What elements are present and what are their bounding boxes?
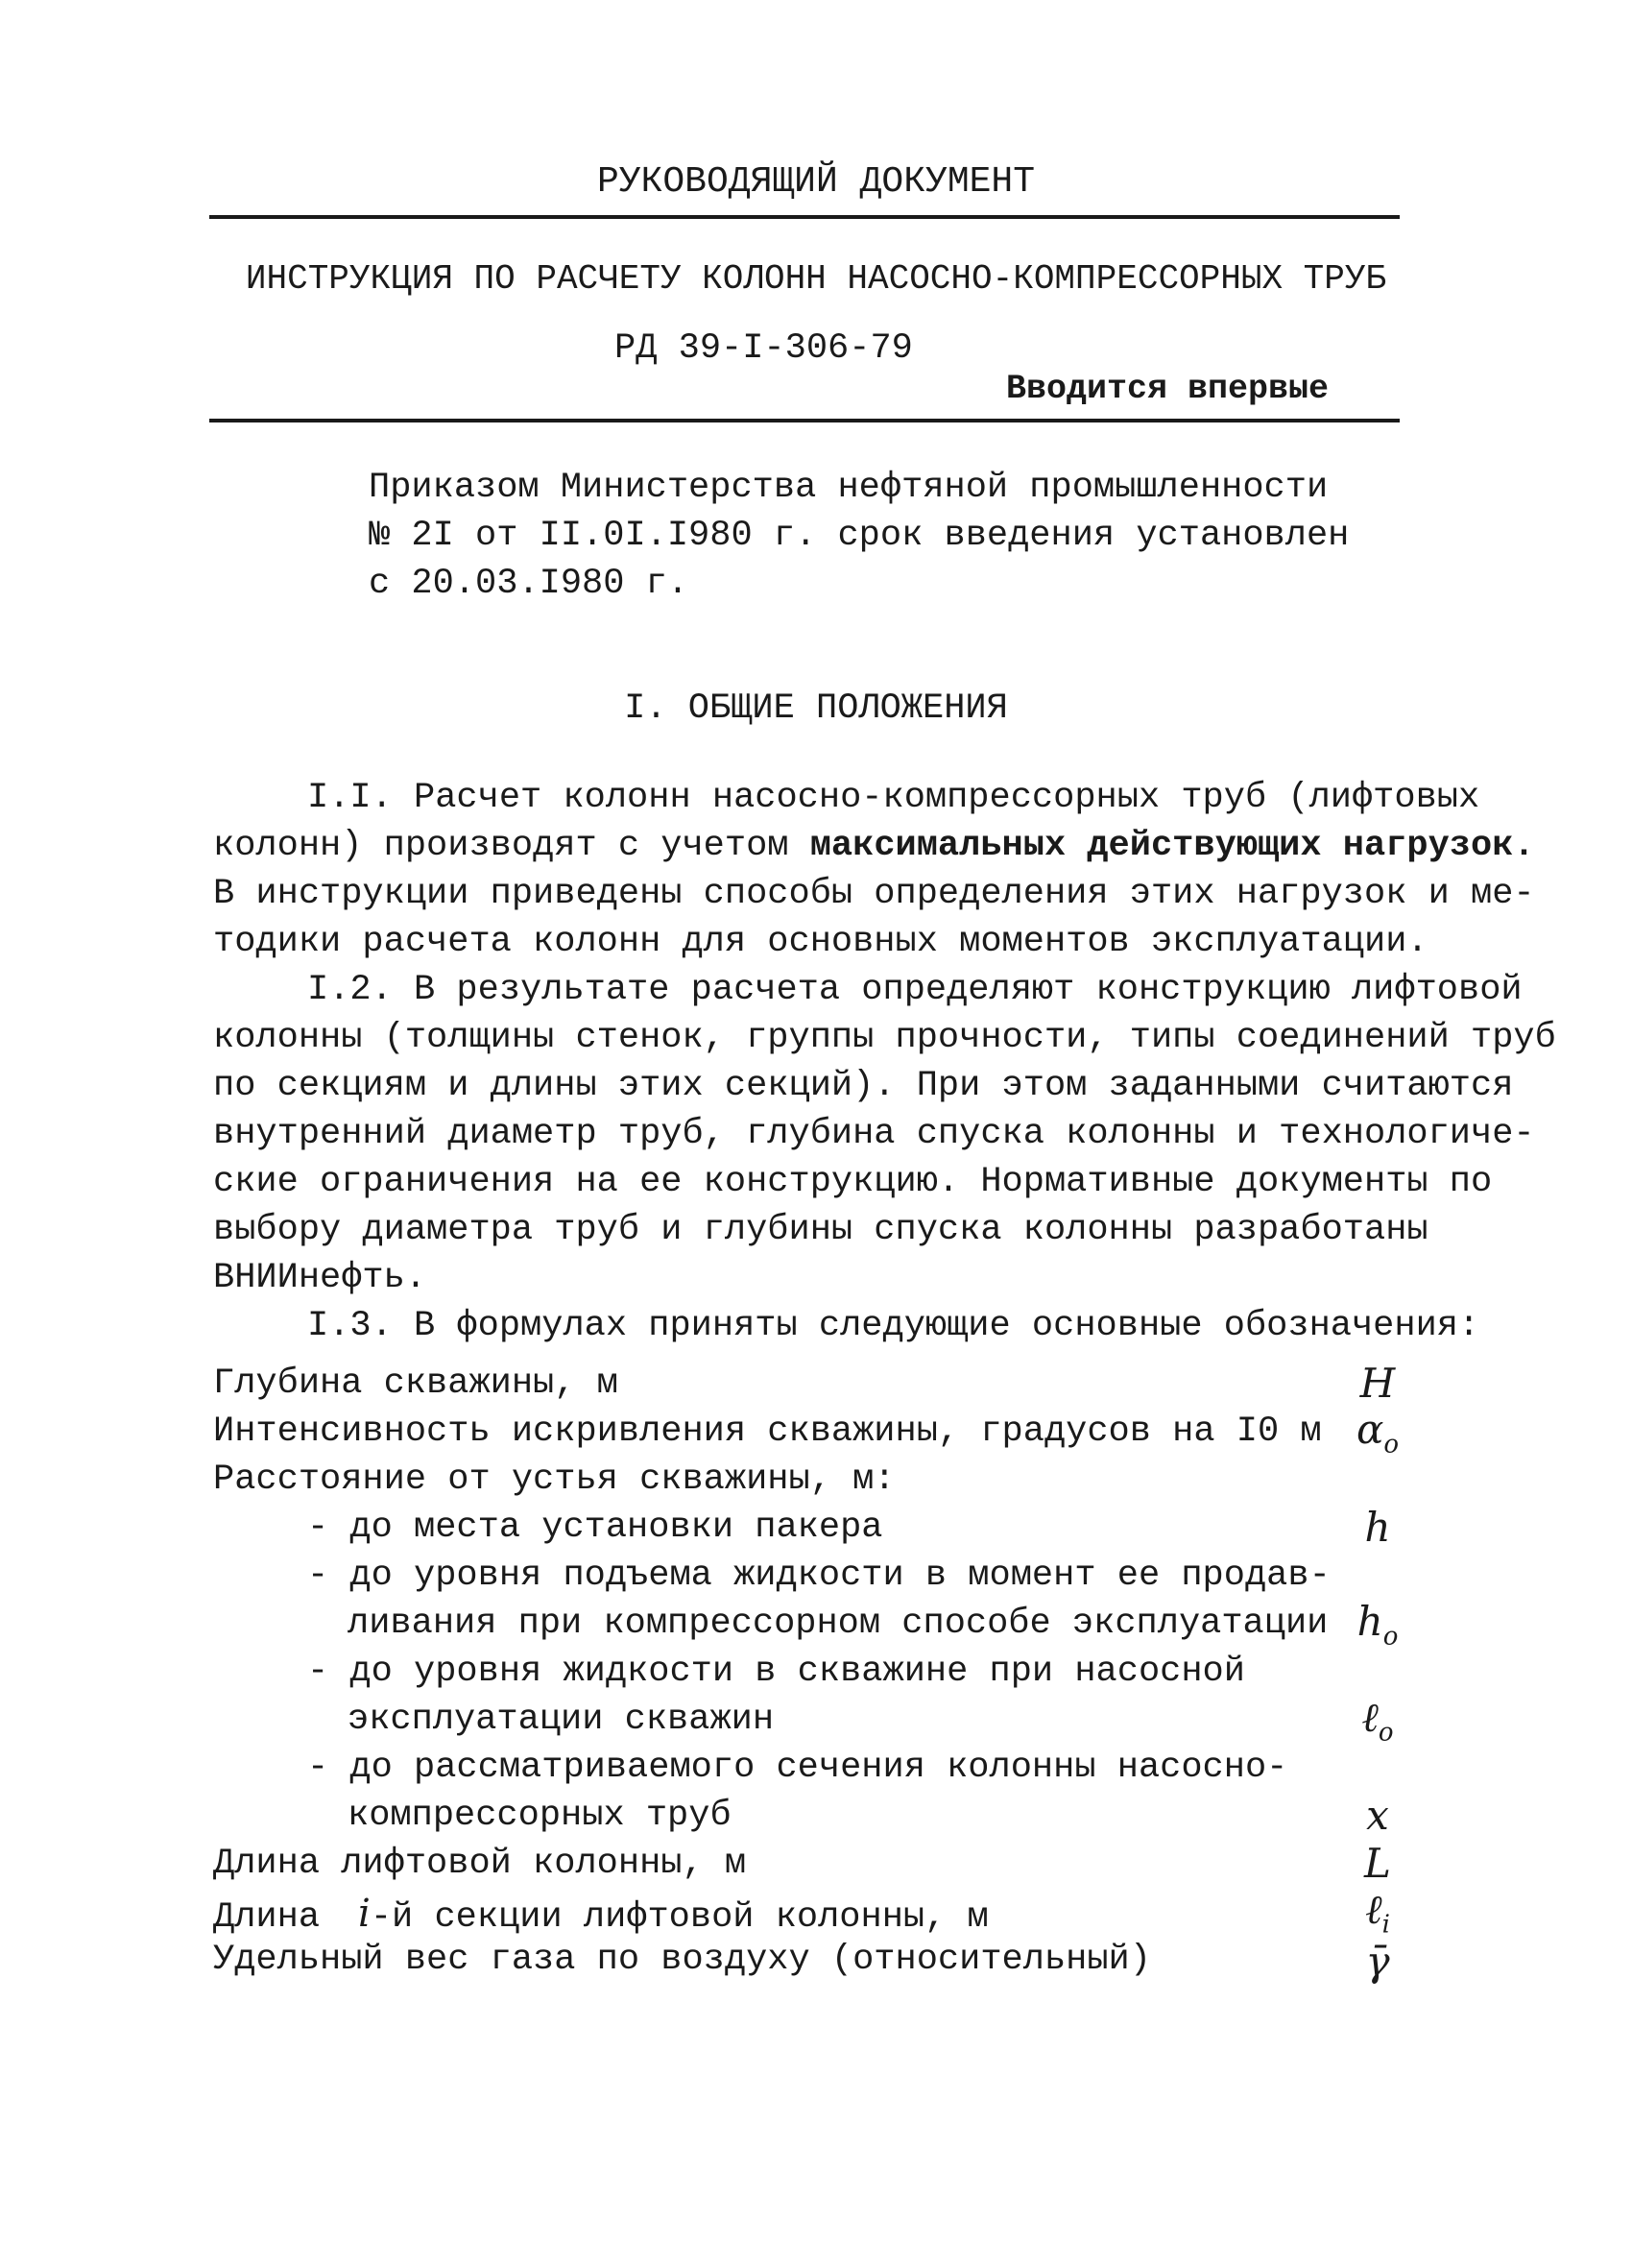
rule-top [209,215,1400,219]
para-1-line-2-emphasis: максимальных действующих нагрузок. [809,826,1535,866]
notation-section-length-a: Длина [213,1897,321,1938]
symbol-l0 [1339,1694,1416,1747]
symbol-H: H [1359,1360,1396,1407]
para-2-line-2: колонны (толщины стенок, группы прочности, типы соединений труб [213,1018,1556,1058]
notation-d3-line-1: - до уровня жидкости в скважине при насосной [307,1652,1245,1692]
para-2-line-5: ские ограничения на ее конструкцию. Нормативные документы по [213,1162,1493,1202]
symbol-gamma: γ̄ [1365,1938,1390,1985]
para-1-line-2 [213,826,1535,866]
notation-curvature: Интенсивность искривления скважины, градусов на I0 м [213,1411,1322,1452]
symbol-h0-sub: o [1382,1622,1399,1652]
para-3-line-1: I.3. В формулах приняты следующие основные обозначения: [307,1306,1480,1346]
order-line-3: с 20.03.I980 г. [369,564,689,604]
order-line-1: Приказом Министерства нефтяной промышленности [369,468,1329,508]
order-line-2: № 2I от II.0I.I980 г. срок введения установлен [369,516,1350,556]
para-2-line-4: внутренний диаметр труб, глубина спуска колонны и технологиче- [213,1114,1535,1154]
para-2-line-7: ВНИИнефть. [213,1258,427,1298]
symbol-alpha-sub: o [1383,1430,1400,1460]
symbol-alpha [1339,1406,1416,1459]
para-1-line-4: тодики расчета колонн для основных моментов эксплуатации. [213,922,1428,962]
rule-bottom [209,419,1400,422]
notation-d3-line-2: эксплуатации скважин [348,1700,775,1740]
notation-d1: - до места установки пакера [307,1508,883,1548]
para-2-line-3: по секциям и длины этих секций). При этом заданными считаются [213,1066,1514,1106]
notation-gas: Удельный вес газа по воздуху (относительный) [213,1940,1151,1980]
symbol-l0-sub: o [1378,1718,1394,1748]
para-2-line-6: выбору диаметра труб и глубины спуска колонны разработаны [213,1210,1428,1250]
symbol-h0 [1339,1598,1416,1651]
symbol-li [1339,1886,1416,1939]
symbol-h0-main: h [1356,1598,1383,1645]
notation-d2-line-1: - до уровня подъема жидкости в момент ее продав- [307,1556,1331,1596]
notation-d4-line-2: компрессорных труб [348,1796,732,1836]
notation-distance: Расстояние от устья скважины, м: [213,1460,896,1500]
doc-type: РУКОВОДЯЩИЙ ДОКУМЕНТ [596,161,1036,203]
para-1-line-2-text: колонн) производят с учетом [213,826,810,866]
para-1-line-3: В инструкции приведены способы определения этих нагрузок и ме- [213,874,1535,914]
doc-title: ИНСТРУКЦИЯ ПО РАСЧЕТУ КОЛОНН НАСОСНО-КОМПРЕССОРНЫХ ТРУБ [245,259,1387,299]
notation-section-length [213,1892,989,1938]
notation-section-length-b: -й секции лифтовой колонны, м [370,1897,989,1938]
notation-lift-length: Длина лифтовой колонны, м [213,1844,747,1884]
notation-d2-line-2: ливания при компрессорном способе эксплуатации [348,1604,1329,1644]
notation-section-length-i: i [358,1892,371,1936]
symbol-li-main: ℓ [1365,1886,1382,1933]
symbol-l0-main: ℓ [1361,1694,1379,1741]
symbol-li-sub: i [1381,1910,1390,1940]
notation-depth: Глубина скважины, м [213,1363,618,1404]
para-2-line-1: I.2. В результате расчета определяют конструкцию лифтовой [307,970,1523,1010]
section-heading: I. ОБЩИЕ ПОЛОЖЕНИЯ [624,688,1008,729]
symbol-alpha-main: α [1356,1406,1384,1453]
notation-d4-line-1: - до рассматриваемого сечения колонны насосно- [307,1748,1288,1788]
intro-note: Вводится впервые [1006,370,1330,408]
symbol-x: x [1366,1792,1389,1839]
symbol-h: h [1364,1504,1391,1551]
para-1-line-1: I.I. Расчет колонн насосно-компрессорных труб (лифтовых [307,778,1480,818]
symbol-L: L [1364,1840,1391,1887]
doc-code: РД 39-I-306-79 [614,328,913,369]
